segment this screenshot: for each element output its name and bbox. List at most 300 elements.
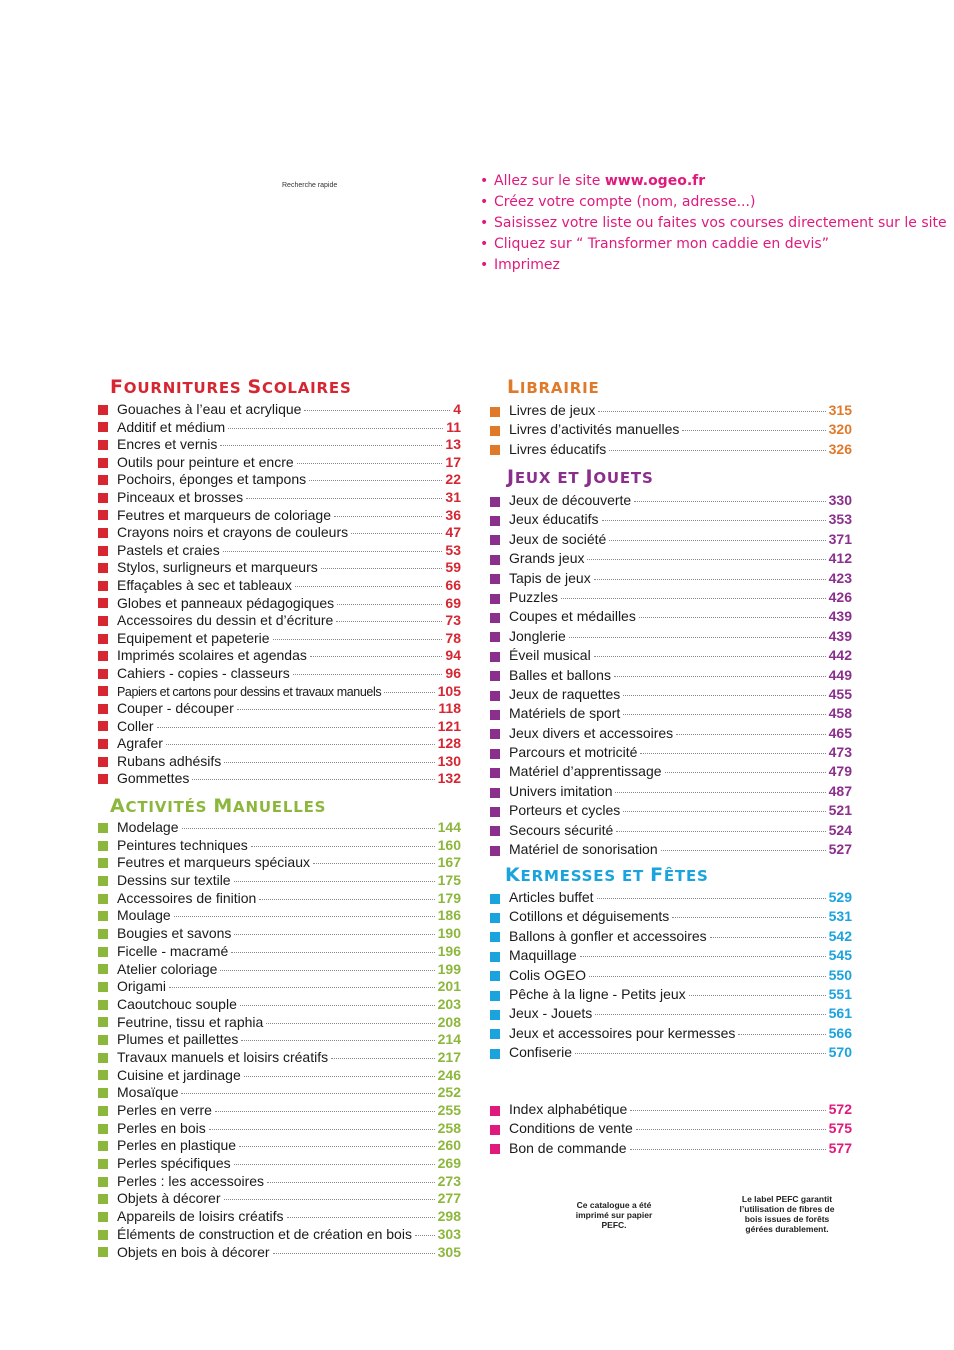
leader-dots [169,987,435,988]
leader-dots [334,516,442,517]
toc-item [490,705,852,724]
bullet-square-icon [98,1106,108,1116]
toc-item [490,802,852,821]
toc-item [98,419,461,437]
leader-dots [598,411,825,412]
bullet-square-icon [490,768,500,778]
toc-list-librairie [490,402,852,460]
leader-dots [615,792,825,793]
toc-item-page: 167 [437,854,461,871]
leader-dots [337,604,442,605]
toc-item [490,947,852,966]
toc-item [98,401,461,419]
toc-item [98,837,461,855]
leader-dots [297,463,443,464]
toc-item-label: Puzzles [509,588,559,605]
bullet-square-icon [490,1144,500,1154]
toc-item-page: 439 [828,608,852,625]
toc-item-page: 105 [437,682,461,699]
toc-item-label: Imprimés scolaires et agendas [117,647,307,664]
toc-item-label: Perles en plastique [117,1137,237,1154]
toc-item-label: Tapis de jeux [509,569,591,586]
toc-item-label: Jeux divers et accessoires [509,724,674,741]
toc-item-label: Éléments de construction et de création en bois [117,1225,412,1242]
toc-item-label: Additif et médium [117,418,226,435]
toc-item-page: 521 [828,802,852,819]
bullet-square-icon [490,1010,500,1020]
toc-item-page: 96 [445,664,461,681]
toc-item [490,570,852,589]
leader-dots [209,1129,435,1130]
bullet-square-icon [98,581,108,591]
toc-item-label: Plumes et paillettes [117,1031,239,1048]
toc-item-page: 566 [828,1024,852,1041]
bullet-square-icon [98,651,108,661]
toc-item-label: Éveil musical [509,647,591,664]
toc-item-label: Secours sécurité [509,821,614,838]
toc-item-page: 550 [828,966,852,983]
toc-item-label: Peintures techniques [117,836,248,853]
toc-item-label: Grands jeux [509,550,585,567]
toc-item [98,665,461,683]
toc-item-page: 465 [828,724,852,741]
bullet-square-icon [490,632,500,642]
toc-item [98,872,461,890]
order-step-text: Cliquez sur “ Transformer mon caddie en devis” [494,236,829,252]
toc-item-label: Accessoires du dessin et d’écriture [117,612,334,629]
leader-dots [157,727,435,728]
toc-item-label: Univers imitation [509,782,613,799]
toc-item-page: 575 [828,1120,852,1137]
toc-item-page: 160 [437,836,461,853]
toc-item-label: Porteurs et cycles [509,802,621,819]
toc-item-page: 69 [445,594,461,611]
order-step-text: Imprimez [494,257,560,273]
leader-dots [676,734,825,735]
toc-item [490,889,852,908]
toc-item [98,630,461,648]
leader-dots [220,445,442,446]
toc-item-label: Papiers et cartons pour dessins et travaux manuels [117,684,382,699]
toc-item [490,686,852,705]
toc-item [98,996,461,1014]
toc-list-index [490,1101,852,1159]
bullet-square-icon [490,710,500,720]
leader-dots [623,811,825,812]
toc-item-page: 442 [828,647,852,664]
toc-item-label: Feutrine, tissu et raphia [117,1013,264,1030]
search-label: Recherche rapide [282,182,338,189]
toc-item [490,402,852,421]
toc-item-label: Accessoires de finition [117,889,257,906]
toc-item-page: 551 [828,985,852,1002]
toc-item [490,608,852,627]
toc-item-page: 303 [437,1225,461,1242]
toc-item-label: Globes et panneaux pédagogiques [117,594,335,611]
leader-dots [630,1110,825,1111]
toc-item-page: 217 [437,1048,461,1065]
bullet-square-icon [490,426,500,436]
toc-item-page: 273 [437,1172,461,1189]
leader-dots [182,828,435,829]
toc-item-label: Jeux éducatifs [509,511,599,528]
leader-dots [267,1182,435,1183]
toc-item-page: 190 [437,925,461,942]
bullet-square-icon [490,807,500,817]
leader-dots [246,498,442,499]
toc-item-page: 11 [446,418,461,435]
leader-dots [575,1053,826,1054]
bullet-square-icon [98,757,108,767]
bullet-square-icon [490,535,500,545]
toc-item-page: 426 [828,588,852,605]
toc-item-page: 175 [437,872,461,889]
bullet-square-icon [98,598,108,608]
toc-item [490,531,852,550]
bullet-square-icon [490,826,500,836]
toc-item [98,595,461,613]
bullet-square-icon [98,510,108,520]
toc-item-page: 269 [437,1155,461,1172]
order-step-text: Saisissez votre liste ou faites vos courses directement sur le site [494,215,947,231]
toc-item [490,928,852,947]
bullet-square-icon [98,493,108,503]
toc-item-page: 132 [437,770,461,787]
leader-dots [634,501,825,502]
toc-item [490,589,852,608]
leader-dots [266,1023,434,1024]
bullet-square-icon [490,407,500,417]
leader-dots [614,676,826,677]
toc-item [490,550,852,569]
toc-item-page: 330 [828,492,852,508]
toc-item-page: 186 [437,907,461,924]
toc-item [490,783,852,802]
toc-item [98,454,461,472]
toc-item-page: 214 [437,1031,461,1048]
toc-item [98,1102,461,1120]
toc-item [98,943,461,961]
toc-item-label: Perles spécifiques [117,1155,231,1172]
toc-item-page: 13 [445,436,461,453]
bullet-square-icon [490,952,500,962]
toc-item [98,489,461,507]
toc-item-label: Matériel de sonorisation [509,841,658,858]
toc-item [98,612,461,630]
toc-item [98,753,461,771]
toc-item-page: 479 [828,763,852,780]
section-title-activites: ACTIVITÉS MANUELLES [110,795,327,817]
toc-item-page: 326 [828,440,852,457]
leader-dots [287,1217,435,1218]
bullet-square-icon [490,1029,500,1039]
toc-item-page: 458 [828,705,852,722]
toc-item-page: 36 [445,506,461,523]
toc-item-page: 423 [828,569,852,586]
bullet-square-icon [490,574,500,584]
toc-item-label: Jeux - Jouets [509,1005,593,1022]
toc-item [98,907,461,925]
toc-item [98,700,461,718]
toc-item-page: 199 [437,960,461,977]
toc-item-page: 179 [437,889,461,906]
toc-item-label: Jeux de découverte [509,492,632,508]
bullet-square-icon [98,876,108,886]
leader-dots [682,430,825,431]
toc-item [490,1005,852,1024]
toc-item-page: 73 [445,612,461,629]
leader-dots [223,551,443,552]
leader-dots [569,637,826,638]
toc-item-page: 473 [828,744,852,761]
bullet-square-icon [98,1017,108,1027]
toc-item-page: 439 [828,627,852,644]
leader-dots [273,1253,435,1254]
toc-item-page: 315 [828,402,852,418]
toc-item-label: Maquillage [509,947,577,964]
toc-item-label: Jeux de raquettes [509,685,621,702]
toc-item [98,819,461,837]
toc-item-label: Travaux manuels et loisirs créatifs [117,1048,329,1065]
bullet-square-icon [490,913,500,923]
leader-dots [661,850,826,851]
toc-item [490,1101,852,1120]
toc-item [490,421,852,440]
toc-item [98,647,461,665]
leader-dots [689,995,826,996]
toc-item [490,628,852,647]
order-step [480,234,947,255]
toc-item [98,1244,461,1262]
toc-item-page: 17 [445,453,461,470]
bullet-square-icon [490,497,500,507]
toc-item-page: 208 [437,1013,461,1030]
toc-item-label: Perles : les accessoires [117,1172,265,1189]
toc-item-page: 47 [445,524,461,541]
toc-item-label: Modelage [117,819,179,835]
toc-item-label: Matériels de sport [509,705,621,722]
toc-item [98,1208,461,1226]
toc-item-page: 542 [828,927,852,944]
leader-dots [273,639,443,640]
leader-dots [234,881,435,882]
toc-item-label: Rubans adhésifs [117,752,222,769]
toc-item [490,647,852,666]
toc-item-page: 524 [828,821,852,838]
section-title-librairie: LIBRAIRIE [507,376,600,398]
toc-item-label: Dessins sur textile [117,872,231,889]
order-step-link: www.ogeo.fr [604,173,706,189]
leader-dots [351,533,442,534]
toc-item-label: Cahiers - copies - classeurs [117,664,290,681]
toc-item [98,925,461,943]
bullet-square-icon [490,846,500,856]
bullet-square-icon [490,594,500,604]
leader-dots [309,480,442,481]
leader-dots [220,970,434,971]
toc-item-page: 298 [437,1208,461,1225]
toc-item-label: Conditions de vente [509,1120,633,1137]
bullet-square-icon [98,405,108,415]
leader-dots [415,1235,435,1236]
leader-dots [234,934,434,935]
leader-dots [166,744,435,745]
leader-dots [241,1040,434,1041]
leader-dots [224,762,434,763]
toc-item [490,667,852,686]
bullet-square-icon [490,671,500,681]
toc-list-fournitures [98,401,461,788]
toc-item [98,1137,461,1155]
pefc-note-left: Ce catalogue a été imprimé sur papier PEFC. [575,1200,653,1230]
toc-item [98,1049,461,1067]
toc-item [98,1084,461,1102]
bullet-square-icon [490,613,500,623]
toc-item [98,854,461,872]
bullet-square-icon [98,1124,108,1134]
toc-item [490,744,852,763]
leader-dots [609,540,825,541]
toc-item-page: 572 [828,1101,852,1117]
toc-item-label: Livres d’activités manuelles [509,421,680,438]
toc-item-page: 94 [445,647,461,664]
order-steps-list [480,171,947,276]
bullet-square-icon [98,929,108,939]
toc-item [98,890,461,908]
leader-dots [240,1005,435,1006]
toc-item-page: 130 [437,752,461,769]
bullet-square-icon [490,894,500,904]
bullet-square-icon [98,774,108,784]
toc-item [98,542,461,560]
leader-dots [192,779,434,780]
toc-item-page: 529 [828,889,852,905]
bullet-square-icon [490,555,500,565]
toc-item-label: Origami [117,978,167,995]
toc-item-page: 531 [828,908,852,925]
toc-item-page: 128 [437,735,461,752]
leader-dots [181,1093,434,1094]
bullet-square-icon [98,1212,108,1222]
leader-dots [580,956,826,957]
bullet-square-icon [490,516,500,526]
toc-item-label: Mosaïque [117,1084,179,1101]
leader-dots [239,1146,435,1147]
toc-item [98,961,461,979]
toc-item [98,507,461,525]
toc-item-page: 4 [453,401,461,417]
bullet-square-icon [98,669,108,679]
toc-item-page: 22 [445,471,461,488]
order-step [480,192,947,213]
bullet-square-icon [98,894,108,904]
leader-dots [639,617,826,618]
toc-item [490,1044,852,1063]
leader-dots [561,598,826,599]
bullet-square-icon [98,475,108,485]
bullet-square-icon [98,1230,108,1240]
toc-item-page: 455 [828,685,852,702]
toc-item-label: Effaçables à sec et tableaux [117,576,292,593]
bullet-square-icon [98,1088,108,1098]
toc-item-label: Couper - découper [117,700,234,717]
toc-item-label: Atelier coloriage [117,960,218,977]
leader-dots [293,674,443,675]
toc-item-page: 412 [828,550,852,567]
bullet-square-icon [98,1141,108,1151]
toc-item [98,1190,461,1208]
toc-item [98,1120,461,1138]
bullet-square-icon [98,947,108,957]
toc-item-label: Cotillons et déguisements [509,908,670,925]
toc-item [98,1031,461,1049]
bullet-square-icon [490,932,500,942]
toc-item [98,1226,461,1244]
bullet-square-icon [490,788,500,798]
toc-item [98,559,461,577]
leader-dots [336,621,442,622]
leader-dots [710,937,826,938]
toc-item-page: 353 [828,511,852,528]
toc-item-label: Pêche à la ligne - Petits jeux [509,985,686,1002]
leader-dots [623,695,825,696]
leader-dots [384,692,434,693]
bullet-square-icon [98,1053,108,1063]
toc-item [98,577,461,595]
toc-item-page: 118 [438,700,461,717]
leader-dots [630,1149,826,1150]
toc-item [490,492,852,511]
pefc-note-right: Le label PEFC garantit l’utilisation de fibres de bois issues de forêts gérées durablement. [739,1194,835,1234]
toc-item-page: 320 [828,421,852,438]
toc-item [490,441,852,460]
leader-dots [594,579,826,580]
bullet-square-icon [98,1035,108,1045]
toc-item-label: Pochoirs, éponges et tampons [117,471,307,488]
section-title-jeux: JEUX ET JOUETS [507,466,654,488]
toc-item [98,718,461,736]
order-step [480,213,947,234]
toc-item [490,1120,852,1139]
section-title-fournitures: FOURNITURES SCOLAIRES [110,376,352,398]
toc-item-label: Perles en bois [117,1119,206,1136]
bullet-square-icon [490,691,500,701]
toc-list-jeux [490,492,852,860]
toc-item-label: Equipement et papeterie [117,629,270,646]
toc-item [490,908,852,927]
toc-item-label: Perles en verre [117,1102,212,1118]
leader-dots [259,899,434,900]
toc-item-page: 570 [828,1044,852,1061]
toc-item-page: 201 [437,978,461,995]
toc-item-label: Coller [117,717,154,734]
leader-dots [237,709,436,710]
toc-item-label: Index alphabétique [509,1101,628,1117]
toc-item-label: Crayons noirs et crayons de couleurs [117,524,349,541]
toc-item-page: 305 [437,1243,461,1260]
bullet-square-icon [98,911,108,921]
leader-dots [331,1058,435,1059]
toc-item-label: Encres et vernis [117,436,218,453]
leader-dots [738,1034,825,1035]
toc-item [490,763,852,782]
toc-item-label: Bon de commande [509,1139,627,1156]
toc-item-label: Cuisine et jardinage [117,1066,241,1083]
toc-item-page: 53 [445,541,461,558]
toc-item-page: 66 [445,576,461,593]
leader-dots [672,917,825,918]
toc-item-page: 59 [445,559,461,576]
